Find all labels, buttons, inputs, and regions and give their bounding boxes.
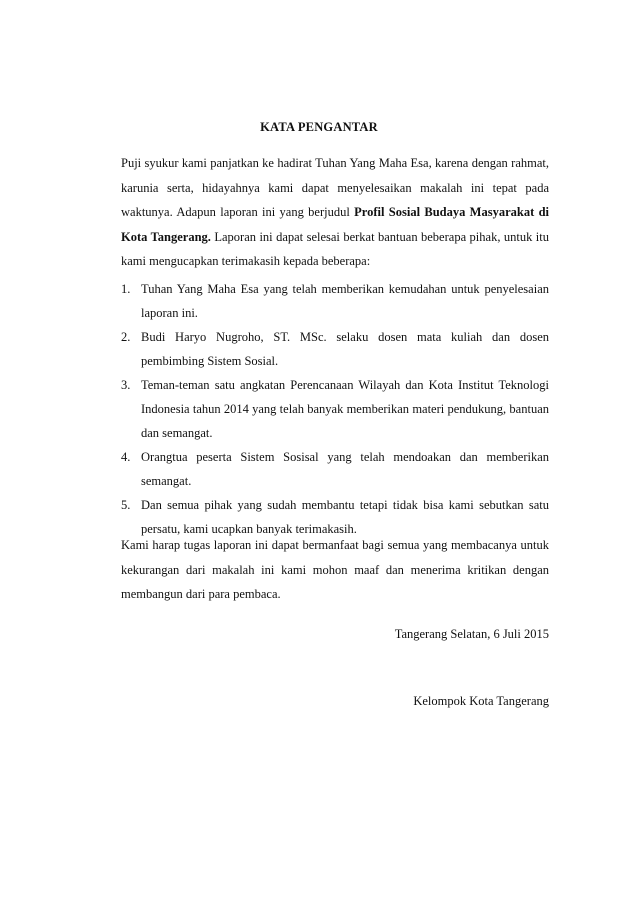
list-item [121,277,549,325]
list-item [121,445,549,493]
author-signature: Kelompok Kota Tangerang [413,694,549,708]
list-item-number: 5. [121,498,131,512]
list-item-text: Teman-teman satu angkatan Perencanaan Wilayah dan Kota Institut Teknologi Indonesia tahun 2014 yang telah banyak memberikan materi pendukung, bantuan dan semangat. [141,378,549,440]
place-date: Tangerang Selatan, 6 Juli 2015 [394,627,549,641]
list-item [121,373,549,445]
list-item-number: 4. [121,450,131,464]
page-title: KATA PENGANTAR [260,120,378,134]
intro-paragraph [121,151,549,274]
intro-text-part2: Laporan ini dapat selesai berkat bantuan beberapa pihak, untuk itu kami mengucapkan terimakasih kepada beberapa: [121,229,549,268]
intro-text-part1: Puji syukur kami panjatkan ke hadirat Tuhan Yang Maha Esa, karena dengan rahmat, karunia serta, hidayahnya kami dapat menyelesaikan makalah ini tepat pada waktunya. Adapun laporan ini yang berjudul [121,156,549,219]
report-title: Profil Sosial Budaya Masyarakat di Kota Tangerang. [121,205,549,244]
list-item-number: 3. [121,378,131,392]
list-item-text: Dan semua pihak yang sudah membantu tetapi tidak bisa kami sebutkan satu persatu, kami ucapkan banyak terimakasih. [141,498,549,536]
closing-paragraph: Kami harap tugas laporan ini dapat bermanfaat bagi semua yang membacanya untuk kekurangan dari makalah ini kami mohon maaf dan menerima kritikan dengan membangun dari para pembaca. [121,538,549,601]
list-item-number: 2. [121,330,131,344]
list-item-text: Orangtua peserta Sistem Sosisal yang telah mendoakan dan memberikan semangat. [141,450,549,488]
list-item [121,325,549,373]
list-item-text: Tuhan Yang Maha Esa yang telah memberikan kemudahan untuk penyelesaian laporan ini. [141,282,549,320]
acknowledgement-list [121,277,549,541]
list-item-text: Budi Haryo Nugroho, ST. MSc. selaku dosen mata kuliah dan dosen pembimbing Sistem Sosial. [141,330,549,368]
list-item-number: 1. [121,282,131,296]
